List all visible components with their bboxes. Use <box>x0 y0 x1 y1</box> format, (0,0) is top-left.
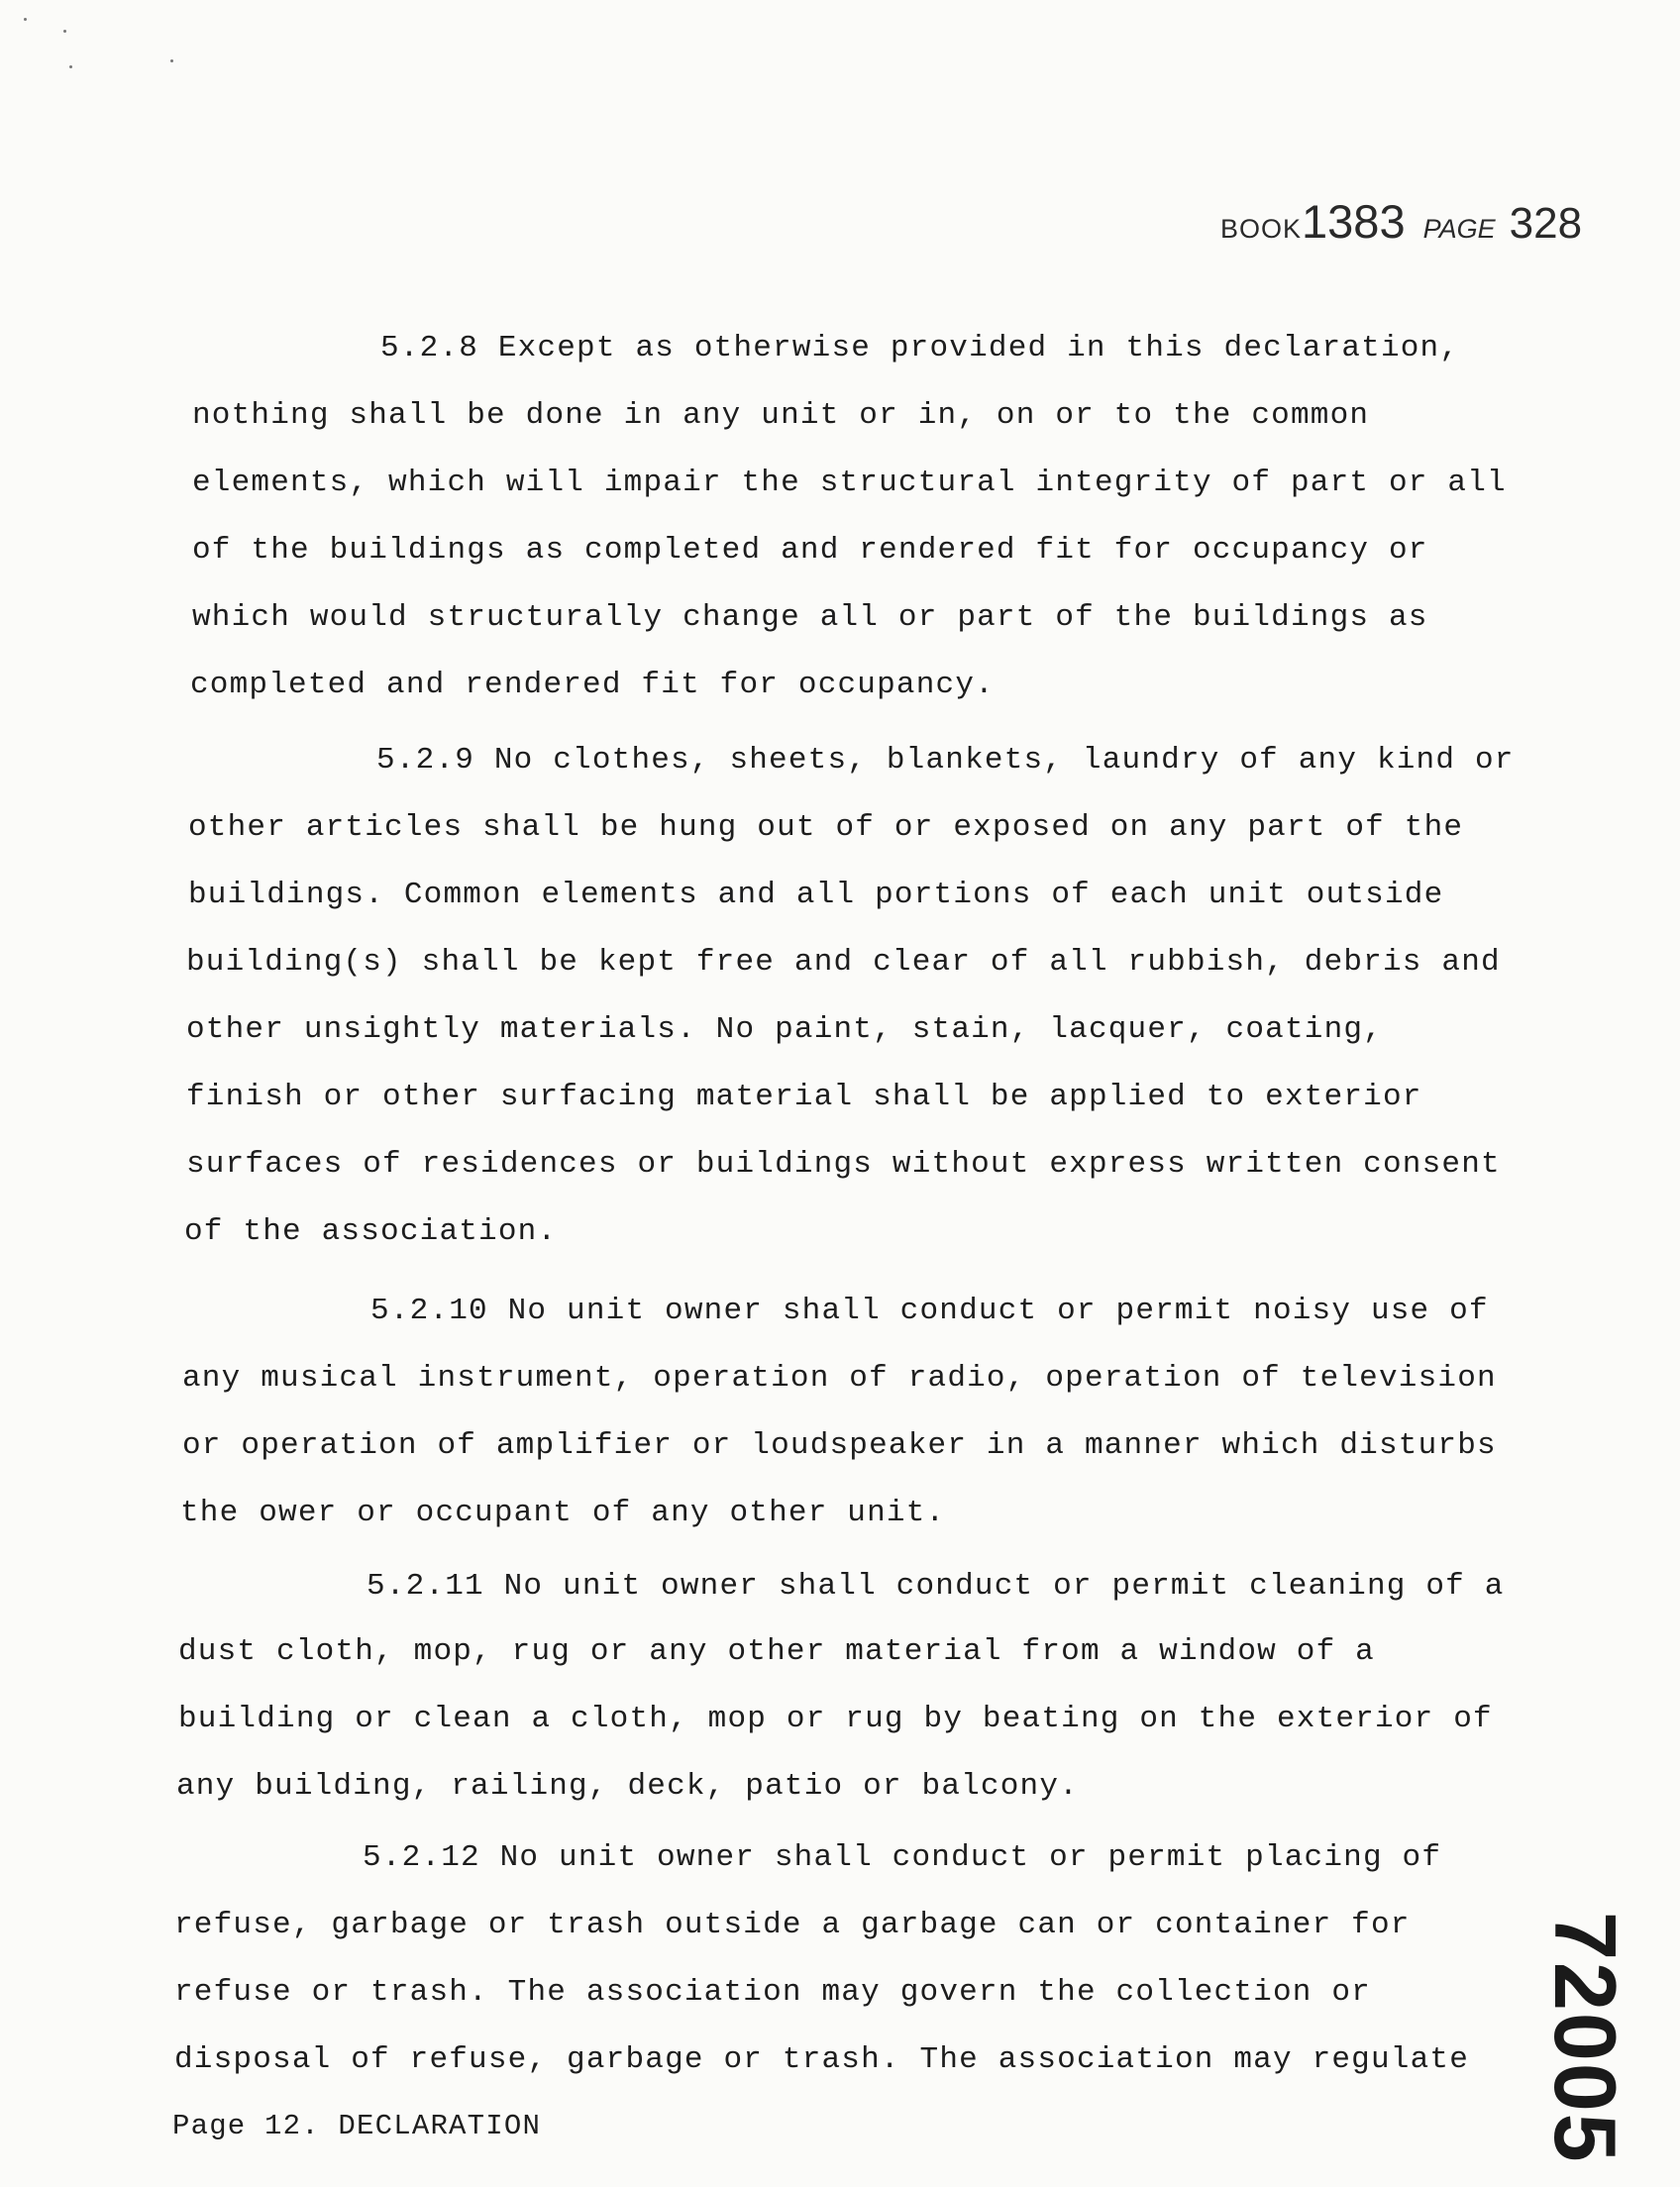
text-line: other articles shall be hung out of or exposed on any part of the <box>188 810 1464 845</box>
page-label: PAGE <box>1422 214 1496 244</box>
scan-speck <box>24 18 27 21</box>
page-number: 328 <box>1509 199 1583 248</box>
text-line: refuse or trash. The association may govern the collection or <box>174 1975 1371 2010</box>
instrument-number: 72005 <box>1536 1912 1634 2164</box>
text-line: 5.2.9 No clothes, sheets, blankets, laundry of any kind or <box>376 743 1515 778</box>
text-line: dust cloth, mop, rug or any other material from a window of a <box>178 1634 1375 1669</box>
text-line: finish or other surfacing material shall be applied to exterior <box>186 1080 1422 1114</box>
text-line: nothing shall be done in any unit or in, on or to the common <box>192 398 1370 433</box>
scan-speck <box>69 65 72 68</box>
text-line: refuse, garbage or trash outside a garbage can or container for <box>174 1908 1411 1942</box>
text-line: surfaces of residences or buildings without express written consent <box>186 1147 1501 1182</box>
text-line: buildings. Common elements and all portions of each unit outside <box>188 878 1444 912</box>
text-line: or operation of amplifier or loudspeaker in a manner which disturbs <box>182 1428 1497 1463</box>
text-line: completed and rendered fit for occupancy. <box>190 668 995 702</box>
scan-speck <box>170 59 173 62</box>
text-line: which would structurally change all or part of the buildings as <box>192 600 1428 635</box>
text-line: any musical instrument, operation of radio, operation of television <box>182 1361 1497 1396</box>
text-line: of the buildings as completed and rendered fit for occupancy or <box>192 533 1428 568</box>
text-line: other unsightly materials. No paint, stain, lacquer, coating, <box>186 1012 1383 1047</box>
text-line: elements, which will impair the structural integrity of part or all <box>192 466 1507 500</box>
text-line: 5.2.8 Except as otherwise provided in this declaration, <box>380 331 1460 365</box>
book-label: BOOK <box>1220 214 1303 244</box>
book-page-stamp <box>1220 194 1582 249</box>
scan-speck <box>63 30 66 33</box>
text-line: 5.2.11 No unit owner shall conduct or permit cleaning of a <box>367 1569 1505 1604</box>
book-number: 1383 <box>1302 195 1406 248</box>
text-line: 5.2.10 No unit owner shall conduct or permit noisy use of <box>370 1294 1489 1328</box>
text-line: building(s) shall be kept free and clear of all rubbish, debris and <box>186 945 1501 980</box>
text-line: any building, railing, deck, patio or balcony. <box>176 1769 1079 1804</box>
text-line: 5.2.12 No unit owner shall conduct or permit placing of <box>363 1840 1442 1875</box>
text-line: disposal of refuse, garbage or trash. The association may regulate <box>174 2042 1469 2077</box>
text-line: of the association. <box>184 1214 558 1249</box>
text-line: building or clean a cloth, mop or rug by beating on the exterior of <box>178 1702 1493 1736</box>
page-footer: Page 12. DECLARATION <box>172 2110 542 2142</box>
text-line: the ower or occupant of any other unit. <box>180 1496 946 1530</box>
